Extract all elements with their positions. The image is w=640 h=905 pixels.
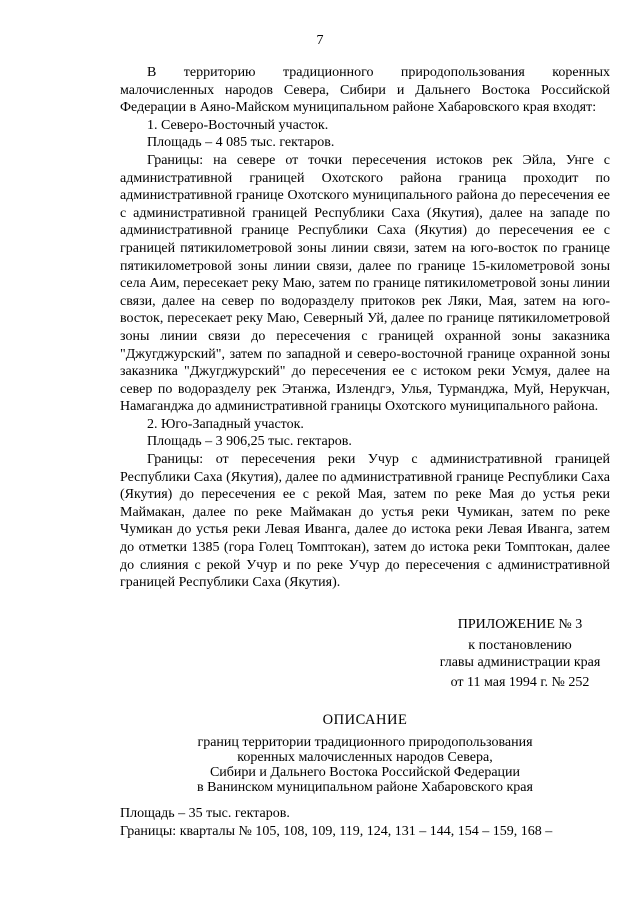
section-2-borders: Границы: от пересечения реки Учур с административной границей Республики Саха (Якутия), далее по административной границе Республики Саха (Якутия) до пересечения ее с рекой Мая, затем по реке Мая до устья реки Маймакан, далее по реке Маймакан до устья реки Чумикан, затем по реке Чумикан до устья реки Левая Иванга, далее до истока реки Левая Иванга, затем до отметки 1385 (гора Голец Томптокан), затем до истока реки Томптокан, далее до слияния с рекой Учур и по реке Учур до пересечения с административной границей Республики Саха (Якутия). (120, 452, 610, 591)
body-text (120, 64, 610, 592)
description-title: ОПИСАНИЕ (322, 712, 408, 728)
section-2-area: Площадь – 3 906,25 тыс. гектаров. (147, 434, 352, 450)
closing-borders: Границы: кварталы № 105, 108, 109, 119, 124, 131 – 144, 154 – 159, 168 – (120, 824, 553, 839)
section-1-area: Площадь – 4 085 тыс. гектаров. (147, 135, 335, 151)
description-line-4: в Ванинском муниципальном районе Хабаровского края (197, 780, 533, 795)
appendix-line-1: к постановлению (468, 638, 572, 653)
appendix-line-2: главы администрации края (439, 655, 601, 670)
description-line-3: Сибири и Дальнего Востока Российской Федерации (209, 765, 521, 780)
section-1-borders: Границы: на севере от точки пересечения истоков рек Эйла, Унге с административной границей Охотского района граница проходит по административной границе Охотского муниципального района до пересечения ее с административной границей Республики Саха (Якутия), далее на западе по административной границе Республики Саха (Якутия) до пересечения ее с границей пятикилометровой зоны линии связи, затем на юго-восток по границе пятикилометровой зоны линии связи, далее по границе 15-километровой зоны села Аим, пересекает реку Маю, затем по границе пятикилометровой зоны линии связи, далее на север по водоразделу притоков рек Ляки, Мая, затем на юго-восток, пересекает реку Маю, Северный Уй, далее по границе пятикилометровой зоны линии связи до пересечения с границей охранной зоны заказника "Джугджурский", затем по западной и северо-восточной границе охранной зоны заказника "Джугджурский" до пересечения ее с истоком реки Усмуя, далее на север по водоразделу рек Этанжа, Излендгэ, Улья, Турманджа, Муй, Нерукчан, Намаганджа до административной границы Охотского муниципального района. (120, 152, 610, 415)
section-1-heading: 1. Северо-Восточный участок. (147, 117, 329, 133)
appendix-line-3: от 11 мая 1994 г. № 252 (450, 675, 590, 690)
section-2-heading: 2. Юго-Западный участок. (147, 416, 304, 432)
closing-area: Площадь – 35 тыс. гектаров. (120, 806, 290, 821)
appendix-title: ПРИЛОЖЕНИЕ № 3 (457, 617, 583, 632)
description-line-1: границ территории традиционного природопользования (197, 735, 533, 750)
paragraph-intro: В территорию традиционного природопользования коренных малочисленных народов Севера, Сибири и Дальнего Востока Российской Федерации в Аяно-Майском муниципальном районе Хабаровского края входят: (120, 65, 610, 116)
appendix-block (430, 616, 610, 691)
closing-block (120, 805, 610, 841)
description-line-2: коренных малочисленных народов Севера, (237, 750, 493, 765)
description-block (120, 712, 610, 795)
page-number: 7 (316, 33, 324, 48)
